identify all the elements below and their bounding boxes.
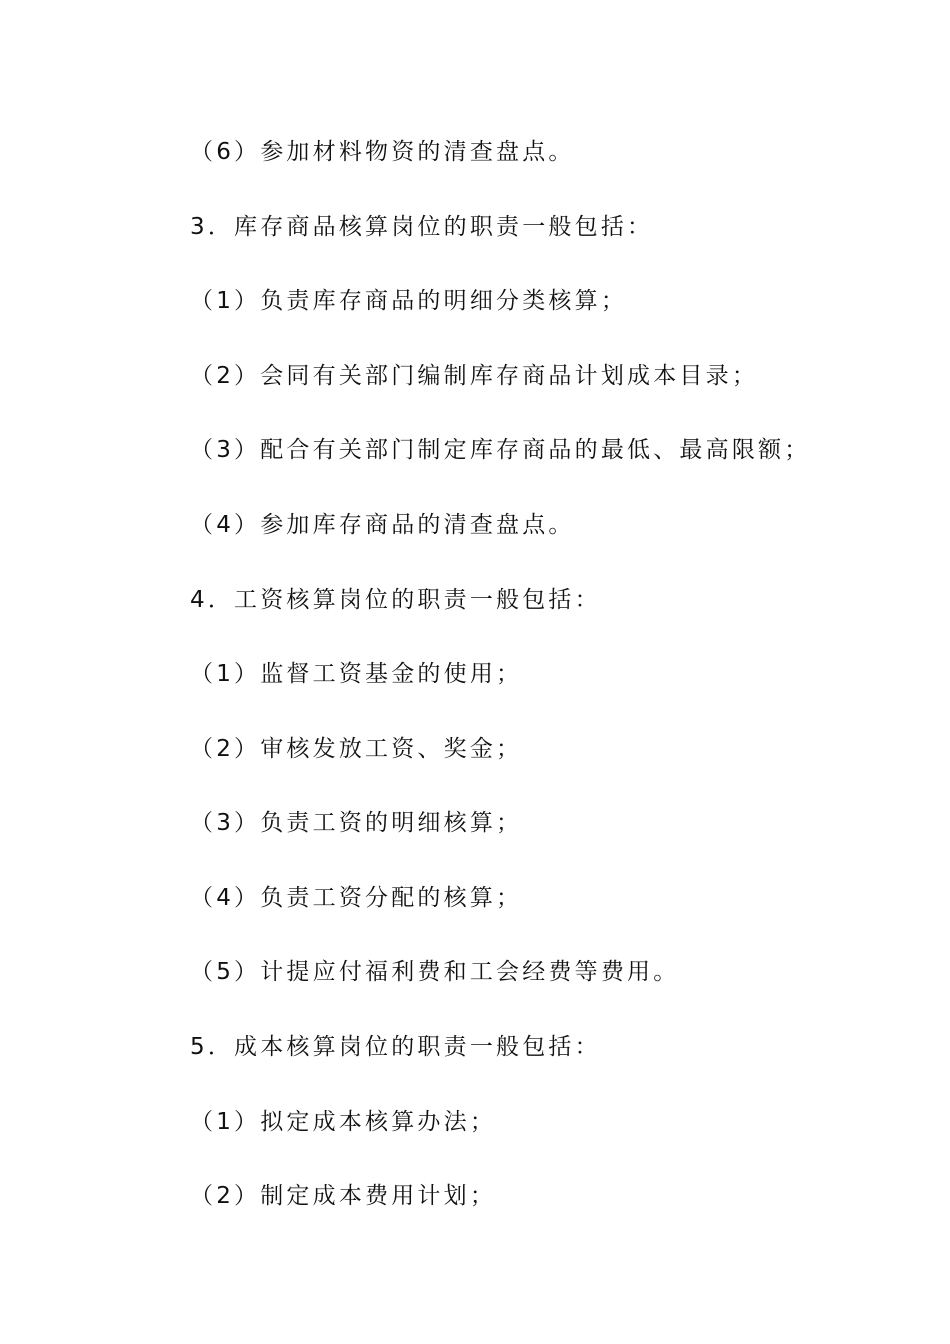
list-item: （4）负责工资分配的核算； xyxy=(190,885,523,911)
list-item: （1）监督工资基金的使用； xyxy=(190,661,523,687)
list-item: （2）会同有关部门编制库存商品计划成本目录； xyxy=(190,363,759,389)
list-item: （2）制定成本费用计划； xyxy=(190,1183,497,1209)
list-item: （3）配合有关部门制定库存商品的最低、最高限额； xyxy=(190,437,811,463)
list-item: （6）参加材料物资的清查盘点。 xyxy=(190,139,575,165)
section-heading: 3．库存商品核算岗位的职责一般包括： xyxy=(190,214,654,240)
list-item: （4）参加库存商品的清查盘点。 xyxy=(190,512,575,538)
list-item: （3）负责工资的明细核算； xyxy=(190,810,523,836)
section-heading: 5．成本核算岗位的职责一般包括： xyxy=(190,1034,601,1060)
list-item: （2）审核发放工资、奖金； xyxy=(190,736,523,762)
section-heading: 4．工资核算岗位的职责一般包括： xyxy=(190,587,601,613)
list-item: （1）拟定成本核算办法； xyxy=(190,1109,497,1135)
list-item: （5）计提应付福利费和工会经费等费用。 xyxy=(190,959,680,985)
list-item: （1）负责库存商品的明细分类核算； xyxy=(190,288,628,314)
